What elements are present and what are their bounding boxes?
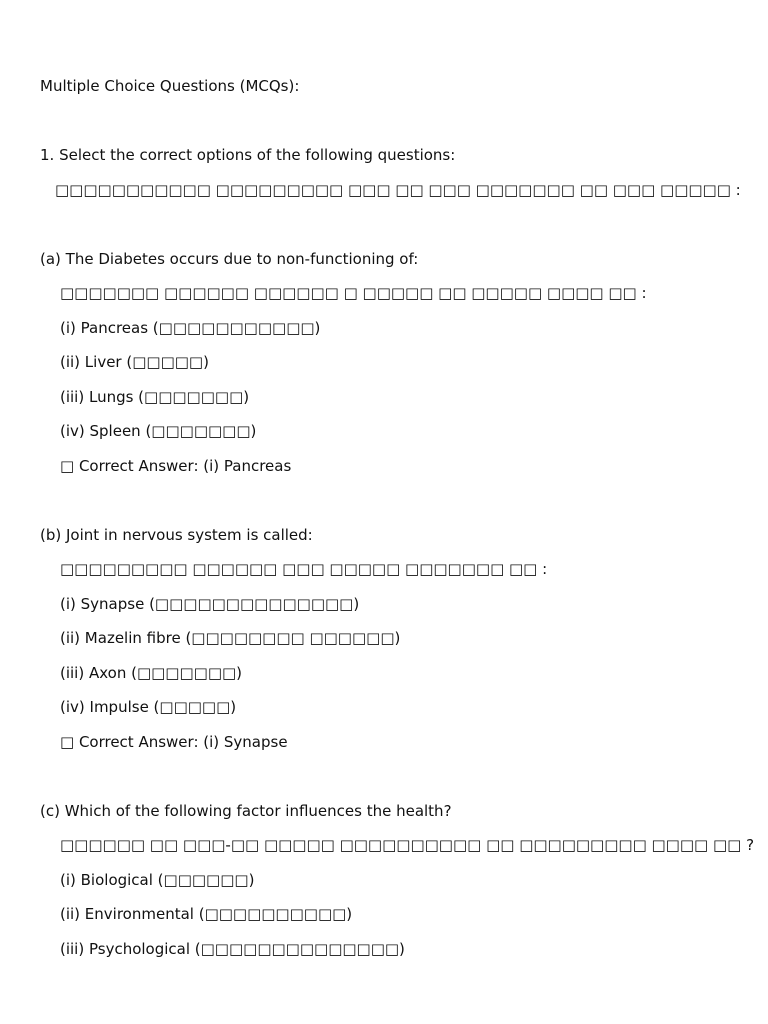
question-hindi: □□□□□□□□□ □□□□□□ □□□ □□□□□ □□□□□□□ □□ : [60, 560, 548, 578]
option-ii: (ii) Environmental (□□□□□□□□□□) [60, 905, 353, 923]
option-iii: (iii) Axon (□□□□□□□) [60, 663, 243, 682]
question-text: (b) Joint in nervous system is called: [40, 525, 313, 544]
option-i: (i) Synapse (□□□□□□□□□□□□□□) [60, 594, 360, 613]
question-text: (a) The Diabetes occurs due to non-functioning of: [40, 249, 419, 268]
question-block-a [40, 249, 740, 491]
spacer [40, 214, 740, 249]
spacer [40, 766, 740, 801]
option-iii: (iii) Psychological (□□□□□□□□□□□□□□) [60, 939, 405, 958]
correct-answer: □ Correct Answer: (i) Synapse [60, 732, 288, 751]
section-title: 1. Select the correct options of the following questions: [40, 146, 456, 164]
option-iv: (iv) Impulse (□□□□□) [60, 698, 237, 716]
option-i: (i) Biological (□□□□□□) [60, 870, 255, 889]
option-ii: (ii) Mazelin fibre (□□□□□□□□ □□□□□□) [60, 629, 401, 647]
question-hindi: □□□□□□□ □□□□□□ □□□□□□ □ □□□□□ □□ □□□□□ □□□□ □□ : [60, 284, 647, 302]
question-text: (c) Which of the following factor influences the health? [40, 801, 452, 820]
spacer [40, 111, 740, 146]
question-hindi: □□□□□□ □□ □□□-□□ □□□□□ □□□□□□□□□□ □□ □□□□□□□□□ □□□□ □□ ? [60, 836, 755, 854]
option-i: (i) Pancreas (□□□□□□□□□□□) [60, 318, 321, 337]
question-block-c [40, 801, 755, 974]
mcq-document [40, 76, 755, 973]
section-title-hindi: □□□□□□□□□□□ □□□□□□□□□ □□□ □□ □□□ □□□□□□□ □□ □□□ □□□□□ : [55, 180, 741, 199]
option-iv: (iv) Spleen (□□□□□□□) [60, 422, 257, 440]
option-iii: (iii) Lungs (□□□□□□□) [60, 387, 250, 406]
spacer [40, 490, 740, 525]
correct-answer: □ Correct Answer: (i) Pancreas [60, 456, 292, 475]
option-ii: (ii) Liver (□□□□□) [60, 353, 209, 371]
document-heading: Multiple Choice Questions (MCQs): [40, 77, 300, 95]
question-block-b [40, 525, 740, 767]
